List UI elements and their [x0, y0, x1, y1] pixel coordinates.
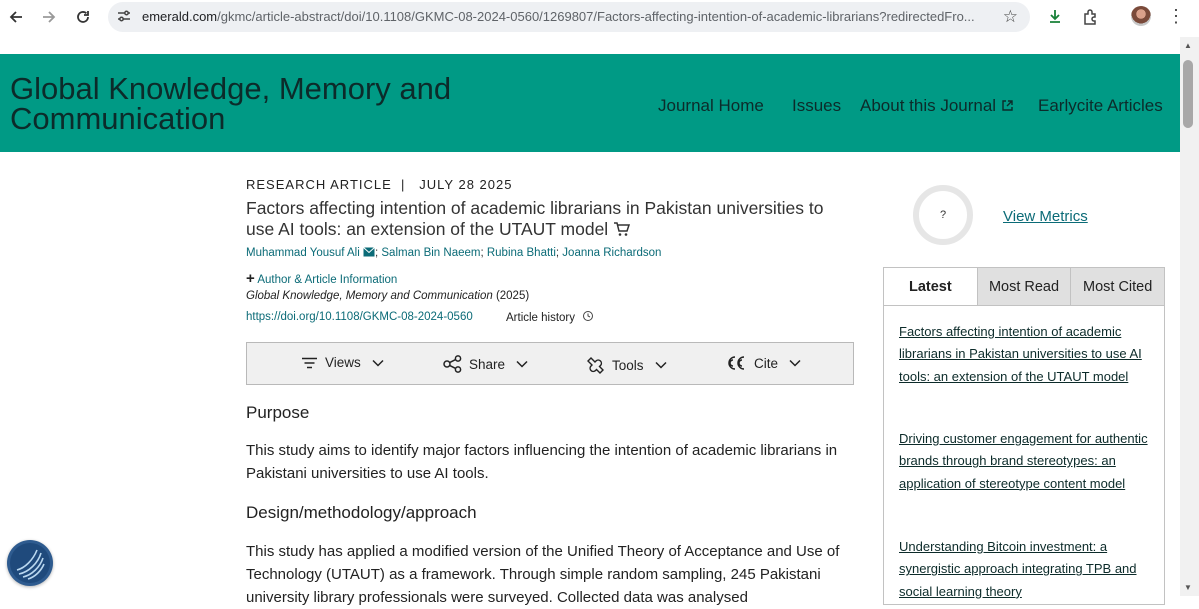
url-text[interactable]: emerald.com/gkmc/article-abstract/doi/10.1108/GKMC-08-2024-0560/1269807/Factors-affecting-intention-of-academic-librarians?redirectedFro...: [142, 9, 975, 24]
author-link[interactable]: Muhammad Yousuf Ali: [246, 247, 360, 259]
views-label: Views: [325, 355, 361, 370]
design-paragraph: This study has applied a modified version of the Unified Theory of Acceptance and Use of Technology (UTAUT) as a framework. Through simple random sampling, 245 Pakistani university library professionals were surveyed. Collected data was analysed: [246, 543, 840, 606]
article-history-label: Article history: [506, 312, 576, 324]
browser-menu-icon[interactable]: ⋮: [1167, 6, 1185, 26]
latest-article-link[interactable]: Factors affecting intention of academic librarians in Pakistan universities to use AI tools: an extension of the UTAUT model: [899, 324, 1142, 384]
article-title: [246, 198, 846, 240]
article-toolbar: [246, 342, 854, 385]
latest-article-link[interactable]: Driving customer engagement for authentic brands through brand stereotypes: an application of stereotype content model: [899, 431, 1148, 491]
reload-icon[interactable]: [72, 6, 94, 28]
profile-avatar[interactable]: [1131, 6, 1151, 26]
share-icon: [443, 355, 462, 373]
author-link[interactable]: Salman Bin Naeem: [381, 247, 481, 259]
filter-lines-icon: [301, 357, 318, 369]
chevron-down-icon: [655, 361, 667, 369]
meta-separator: |: [396, 177, 415, 192]
site-header: [0, 54, 1180, 152]
address-bar[interactable]: [108, 2, 1030, 32]
nav-issues[interactable]: Issues: [792, 96, 842, 115]
forward-icon[interactable]: [38, 6, 60, 28]
author-info-label: Author & Article Information: [257, 274, 398, 286]
chevron-down-icon: [372, 359, 384, 367]
article-history-toggle[interactable]: [506, 310, 594, 324]
article-list-tabs: [883, 267, 1165, 306]
tools-label: Tools: [612, 357, 644, 373]
author-info-toggle[interactable]: [246, 270, 397, 287]
author-list: Muhammad Yousuf Ali ; Salman Bin Naeem; Rubina Bhatti; Joanna Richardson: [246, 247, 662, 259]
section-heading-design: Design/methodology/approach: [246, 503, 477, 522]
article-date: JULY 28 2025: [419, 177, 513, 192]
journal-title[interactable]: Global Knowledge, Memory and Communication: [10, 71, 452, 136]
tab-most-cited[interactable]: Most Cited: [1070, 268, 1164, 305]
view-metrics-link[interactable]: View Metrics: [1003, 208, 1088, 225]
quote-icon: [727, 355, 747, 371]
share-dropdown[interactable]: [443, 355, 528, 373]
cite-dropdown[interactable]: [727, 355, 801, 371]
altmetric-symbol: ?: [939, 209, 947, 221]
download-icon[interactable]: [1047, 8, 1063, 29]
browser-toolbar: [0, 0, 1199, 37]
author-link[interactable]: Joanna Richardson: [562, 247, 662, 259]
wave-logo-icon: [7, 540, 53, 586]
external-link-icon: [1001, 99, 1014, 112]
site-settings-icon[interactable]: [116, 8, 132, 29]
scrollbar-thumb[interactable]: [1183, 60, 1193, 128]
nav-journal-home[interactable]: Journal Home: [658, 96, 764, 115]
views-dropdown[interactable]: [301, 355, 384, 370]
article-type: RESEARCH ARTICLE: [246, 177, 392, 192]
nav-earlycite[interactable]: Earlycite Articles: [1038, 96, 1163, 115]
wrench-icon: [585, 355, 605, 375]
citation-line: [246, 290, 529, 302]
plus-icon: +: [246, 270, 255, 287]
floating-action-button[interactable]: [7, 540, 53, 586]
doi-link[interactable]: https://doi.org/10.1108/GKMC-08-2024-0560: [246, 311, 473, 323]
tab-latest[interactable]: Latest: [884, 268, 977, 305]
purpose-paragraph: This study aims to identify major factors influencing the intention of academic librarians in Pakistani universities to use AI tools.: [246, 442, 838, 482]
chevron-down-icon: [516, 360, 528, 368]
citation-year: (2025): [495, 290, 530, 302]
section-heading-purpose: Purpose: [246, 403, 310, 422]
tools-dropdown[interactable]: [585, 355, 667, 375]
nav-about-journal[interactable]: [860, 96, 1014, 116]
email-icon[interactable]: [363, 247, 375, 257]
author-link[interactable]: Rubina Bhatti: [486, 247, 556, 259]
extensions-icon[interactable]: [1082, 8, 1100, 31]
back-icon[interactable]: [5, 6, 27, 28]
article-title-text: Factors affecting intention of academic librarians in Pakistan universities to use AI tools: an extension of the UTAUT model: [246, 198, 824, 239]
scroll-down-arrow-icon[interactable]: ▼: [1184, 583, 1192, 592]
bookmark-star-icon[interactable]: ☆: [1002, 7, 1018, 26]
cart-icon[interactable]: [613, 221, 630, 237]
latest-article-link[interactable]: Understanding Bitcoin investment: a synergistic approach integrating TPB and social learning theory: [899, 539, 1137, 599]
scroll-up-arrow-icon[interactable]: ▲: [1184, 41, 1192, 50]
citation-journal: Global Knowledge, Memory and Communication: [246, 290, 493, 302]
share-label: Share: [469, 356, 506, 372]
history-icon: [582, 310, 594, 322]
nav-about-journal-label: About this Journal: [860, 96, 997, 115]
cite-label: Cite: [754, 355, 779, 371]
chevron-down-icon: [789, 359, 801, 367]
article-meta: [246, 177, 512, 192]
tab-most-read[interactable]: Most Read: [977, 268, 1071, 305]
altmetric-badge[interactable]: [913, 185, 973, 245]
